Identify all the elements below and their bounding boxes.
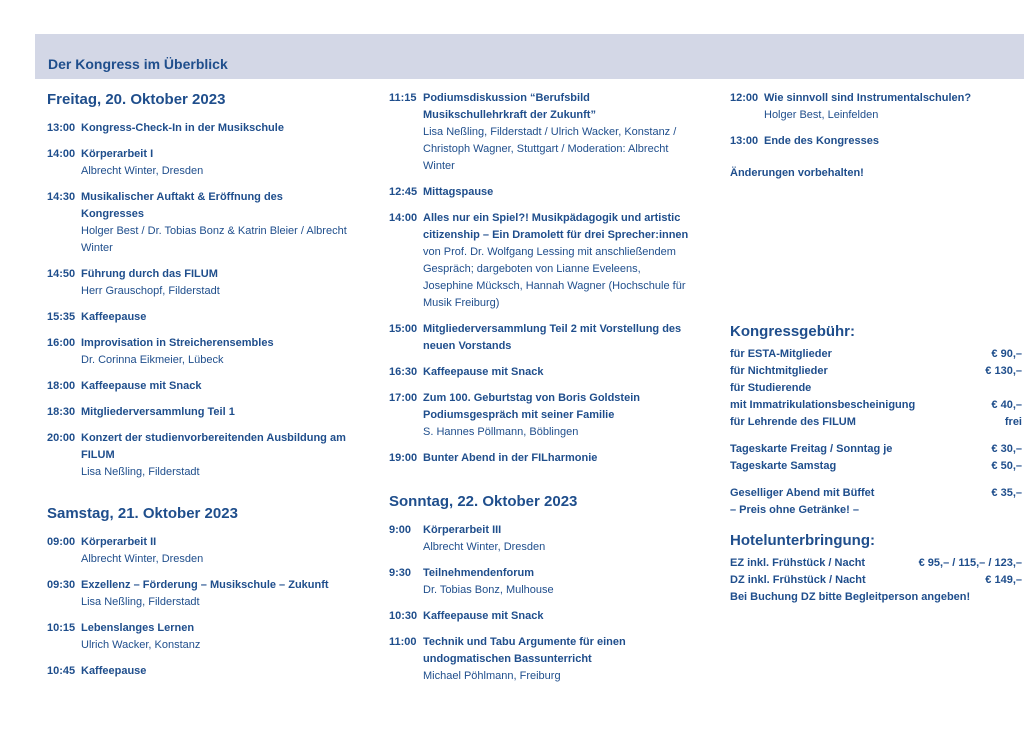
- event-details: [81, 266, 347, 300]
- event-details: [81, 404, 347, 421]
- event-time: 11:00: [389, 636, 417, 648]
- fee-row: [730, 414, 1022, 431]
- event-speaker: Dr. Corinna Eikmeier, Lübeck: [81, 354, 224, 366]
- event-details: [81, 146, 347, 180]
- day-title-sunday: Sonntag, 22. Oktober 2023: [389, 493, 578, 510]
- row-label: für ESTA-Mitglieder: [730, 348, 832, 360]
- event-time: 14:00: [47, 148, 76, 160]
- event-title: Podiumsdiskussion “Berufsbild Musikschullehrkraft der Zukunft”: [423, 92, 596, 121]
- event-details: [81, 620, 347, 654]
- schedule-item: [47, 404, 347, 421]
- event-speaker: Albrecht Winter, Dresden: [423, 541, 546, 553]
- event-title: Alles nur ein Spiel?! Musikpädagogik und artistic citizenship – Ein Dramolett für drei Sprecher:innen: [423, 212, 689, 241]
- event-time: 16:30: [389, 366, 418, 378]
- row-label: für Lehrende des FILUM: [730, 416, 856, 428]
- event-time: 13:00: [47, 122, 76, 134]
- fee-row: [730, 380, 1022, 397]
- event-time: 12:45: [389, 186, 418, 198]
- event-time: 15:00: [389, 323, 418, 335]
- event-title: Körperarbeit I: [81, 148, 154, 160]
- hotel-row: [730, 555, 1022, 572]
- event-time: 12:00: [730, 92, 759, 104]
- event-speaker: S. Hannes Pöllmann, Böblingen: [423, 426, 579, 438]
- fee-row: [730, 458, 1022, 475]
- row-price: € 149,–: [985, 574, 1022, 586]
- event-time: 17:00: [389, 392, 418, 404]
- event-title: Exzellenz – Förderung – Musikschule – Zukunft: [81, 579, 329, 591]
- event-time: 10:30: [389, 610, 418, 622]
- schedule-item: [389, 634, 689, 685]
- event-time: 19:00: [389, 452, 418, 464]
- event-details: [423, 184, 689, 201]
- event-details: [81, 577, 347, 611]
- event-details: [423, 321, 689, 355]
- schedule-item: [47, 189, 347, 257]
- event-title: Körperarbeit III: [423, 524, 502, 536]
- event-time: 09:30: [47, 579, 76, 591]
- event-title: Führung durch das FILUM: [81, 268, 218, 280]
- row-label: Tageskarte Freitag / Sonntag je: [730, 443, 893, 455]
- fee-row: [730, 441, 1022, 458]
- event-time: 20:00: [47, 432, 76, 444]
- event-time: 15:35: [47, 311, 76, 323]
- row-label: Geselliger Abend mit Büffet: [730, 487, 875, 499]
- fee-row: [730, 485, 1022, 502]
- row-price: € 35,–: [991, 487, 1022, 499]
- fees-title: Kongressgebühr:: [730, 323, 856, 340]
- fees-list: [730, 346, 1022, 519]
- row-label: DZ inkl. Frühstück / Nacht: [730, 574, 866, 586]
- row-label: mit Immatrikulationsbescheinigung: [730, 399, 916, 411]
- event-title: Bunter Abend in der FILharmonie: [423, 452, 598, 464]
- row-label: Tageskarte Samstag: [730, 460, 837, 472]
- event-title: Kaffeepause: [81, 665, 147, 677]
- row-price: € 95,– / 115,– / 123,–: [918, 557, 1022, 569]
- schedule-item: [47, 146, 347, 180]
- schedule-item: [389, 390, 689, 441]
- schedule-item: [47, 266, 347, 300]
- day-title-friday: Freitag, 20. Oktober 2023: [47, 91, 226, 108]
- schedule-item: [47, 620, 347, 654]
- row-label: für Nichtmitglieder: [730, 365, 828, 377]
- event-time: 14:50: [47, 268, 76, 280]
- column-2: [389, 90, 689, 694]
- event-title: Mittagspause: [423, 186, 494, 198]
- event-details: [423, 390, 689, 441]
- schedule-item: [389, 90, 689, 175]
- schedule-item: [47, 534, 347, 568]
- fee-row: [730, 502, 1022, 519]
- page-title: Der Kongress im Überblick: [48, 56, 228, 72]
- saturday-schedule-part-2: [389, 90, 689, 467]
- schedule-item: [389, 608, 689, 625]
- event-speaker: Lisa Neßling, Filderstadt: [81, 596, 200, 608]
- event-time: 14:30: [47, 191, 76, 203]
- event-time: 9:30: [389, 567, 412, 579]
- event-title: Mitgliederversammlung Teil 2 mit Vorstellung des neuen Vorstands: [423, 323, 682, 352]
- event-title: Ende des Kongresses: [764, 135, 879, 147]
- event-speaker: Ulrich Wacker, Konstanz: [81, 639, 201, 651]
- schedule-item: [47, 663, 347, 680]
- event-title: Zum 100. Geburtstag von Boris Goldstein Podiumsgespräch mit seiner Familie: [423, 392, 640, 421]
- event-title: Wie sinnvoll sind Instrumentalschulen?: [764, 92, 972, 104]
- event-details: [81, 534, 347, 568]
- event-details: [81, 663, 347, 680]
- schedule-item: [730, 90, 1022, 124]
- event-time: 18:00: [47, 380, 76, 392]
- event-time: 13:00: [730, 135, 759, 147]
- event-speaker: Herr Grauschopf, Filderstadt: [81, 285, 220, 297]
- event-details: [81, 430, 347, 481]
- event-time: 14:00: [389, 212, 418, 224]
- event-title: Teilnehmendenforum: [423, 567, 535, 579]
- event-details: [81, 335, 347, 369]
- hotel-title: Hotelunterbringung:: [730, 532, 875, 549]
- schedule-item: [47, 378, 347, 395]
- fee-row: [730, 397, 1022, 414]
- event-time: 16:00: [47, 337, 76, 349]
- schedule-item: [389, 522, 689, 556]
- saturday-schedule-part-1: [47, 534, 347, 680]
- event-title: Musikalischer Auftakt & Eröffnung des Kongresses: [81, 191, 283, 220]
- event-details: [81, 189, 347, 257]
- event-details: [423, 522, 689, 556]
- event-details: [423, 450, 689, 467]
- event-details: [764, 133, 1022, 150]
- column-3: [730, 90, 1022, 606]
- schedule-item: [47, 430, 347, 481]
- event-title: Konzert der studienvorbereitenden Ausbildung am FILUM: [81, 432, 346, 461]
- row-price: frei: [1004, 416, 1022, 428]
- event-speaker: Dr. Tobias Bonz, Mulhouse: [423, 584, 554, 596]
- event-time: 18:30: [47, 406, 76, 418]
- schedule-item: [47, 577, 347, 611]
- schedule-item: [389, 565, 689, 599]
- schedule-item: [389, 364, 689, 381]
- event-title: Kaffeepause: [81, 311, 147, 323]
- row-label: – Preis ohne Getränke! –: [730, 504, 859, 516]
- hotel-list: [730, 555, 1022, 606]
- event-speaker: von Prof. Dr. Wolfgang Lessing mit anschließendem Gespräch; dargeboten von Lianne Eveleens, Josephine Mücksch, Hannah Wagner (Hochschule für Musik Freiburg): [423, 246, 686, 309]
- row-label: Bei Buchung DZ bitte Begleitperson angeben!: [730, 591, 971, 603]
- event-details: [81, 309, 347, 326]
- event-details: [423, 634, 689, 685]
- header-banner: [35, 34, 1024, 79]
- row-price: € 90,–: [991, 348, 1022, 360]
- schedule-item: [389, 321, 689, 355]
- event-title: Kaffeepause mit Snack: [423, 610, 544, 622]
- schedule-item: [389, 210, 689, 312]
- friday-schedule: [47, 120, 347, 481]
- event-details: [423, 608, 689, 625]
- event-time: 09:00: [47, 536, 76, 548]
- row-price: € 30,–: [991, 443, 1022, 455]
- row-price: € 40,–: [991, 399, 1022, 411]
- event-title: Improvisation in Streicherensembles: [81, 337, 274, 349]
- event-speaker: Holger Best, Leinfelden: [764, 109, 879, 121]
- event-title: Kaffeepause mit Snack: [81, 380, 202, 392]
- schedule-item: [47, 120, 347, 137]
- event-details: [764, 90, 1022, 124]
- sunday-schedule-part-2: [730, 90, 1022, 150]
- event-speaker: Holger Best / Dr. Tobias Bonz & Katrin Bleier / Albrecht Winter: [81, 225, 347, 254]
- schedule-item: [47, 309, 347, 326]
- schedule-item: [47, 335, 347, 369]
- column-1: [47, 90, 347, 689]
- event-details: [81, 378, 347, 395]
- sunday-schedule-part-1: [389, 522, 689, 685]
- event-time: 10:15: [47, 622, 76, 634]
- event-speaker: Albrecht Winter, Dresden: [81, 165, 204, 177]
- row-label: EZ inkl. Frühstück / Nacht: [730, 557, 866, 569]
- schedule-item: [389, 450, 689, 467]
- fee-row: [730, 363, 1022, 380]
- hotel-row: [730, 589, 1022, 606]
- event-details: [423, 565, 689, 599]
- schedule-item: [730, 133, 1022, 150]
- hotel-row: [730, 572, 1022, 589]
- event-speaker: Albrecht Winter, Dresden: [81, 553, 204, 565]
- event-speaker: Lisa Neßling, Filderstadt / Ulrich Wacker, Konstanz / Christoph Wagner, Stuttgart / Moderation: Albrecht Winter: [423, 126, 677, 172]
- changes-note: Änderungen vorbehalten!: [730, 167, 864, 179]
- fee-row: [730, 346, 1022, 363]
- event-details: [423, 210, 689, 312]
- event-details: [423, 90, 689, 175]
- row-label: für Studierende: [730, 382, 812, 394]
- event-details: [81, 120, 347, 137]
- event-title: Kaffeepause mit Snack: [423, 366, 544, 378]
- row-price: € 130,–: [985, 365, 1022, 377]
- event-speaker: Lisa Neßling, Filderstadt: [81, 466, 200, 478]
- event-time: 9:00: [389, 524, 412, 536]
- event-title: Technik und Tabu Argumente für einen undogmatischen Bassunterricht: [423, 636, 626, 665]
- event-details: [423, 364, 689, 381]
- day-title-saturday: Samstag, 21. Oktober 2023: [47, 505, 238, 522]
- event-time: 11:15: [389, 92, 417, 104]
- event-speaker: Michael Pöhlmann, Freiburg: [423, 670, 561, 682]
- event-title: Lebenslanges Lernen: [81, 622, 195, 634]
- row-price: € 50,–: [991, 460, 1022, 472]
- event-title: Körperarbeit II: [81, 536, 157, 548]
- event-title: Mitgliederversammlung Teil 1: [81, 406, 235, 418]
- event-time: 10:45: [47, 665, 76, 677]
- schedule-item: [389, 184, 689, 201]
- event-title: Kongress-Check-In in der Musikschule: [81, 122, 284, 134]
